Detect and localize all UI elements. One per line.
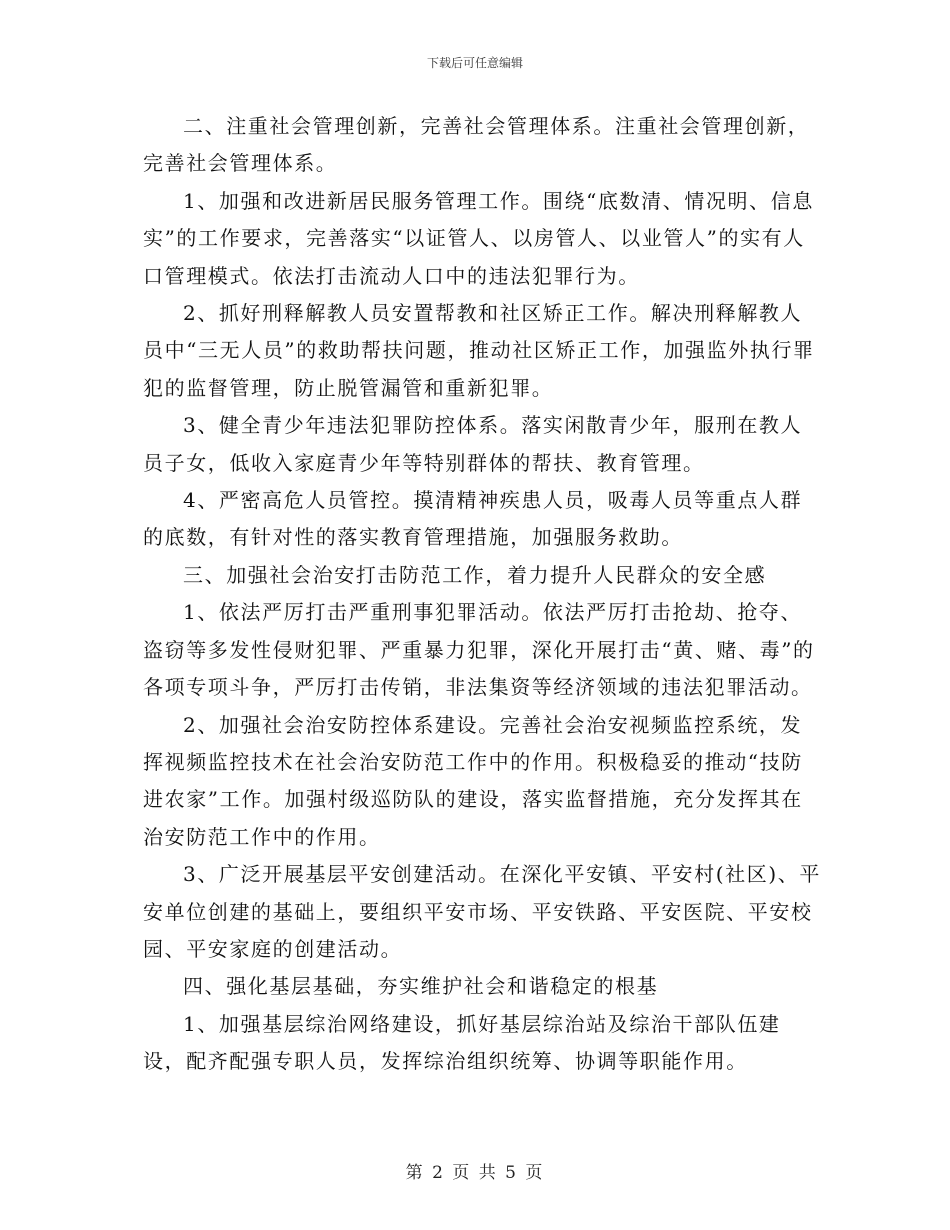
page-footer: 第 2 页 共 5 页 — [405, 1163, 545, 1183]
paragraph: 1、加强和改进新居民服务管理工作。围绕“底数清、情况明、信息实”的工作要求，完善落实“以证管人、以房管人、以业管人”的实有人口管理模式。依法打击流动人口中的违法犯罪行为。 — [143, 188, 814, 288]
paragraph: 3、健全青少年违法犯罪防控体系。落实闲散青少年，服刑在教人员子女，低收入家庭青少年等特别群体的帮扶、教育管理。 — [143, 413, 803, 475]
page-header: 下载后可任意编辑 — [426, 56, 523, 70]
paragraph: 1、依法严厉打击严重刑事犯罪活动。依法严厉打击抢劫、抢夺、盗窃等多发性侵财犯罪、严重暴力犯罪，深化开展打击“黄、赌、毒”的各项专项斗争，严厉打击传销，非法集资等经济领域的违法犯罪活动。 — [143, 600, 815, 700]
section-heading: 四、强化基层基础，夯实维护社会和谐稳定的根基 — [183, 974, 659, 999]
paragraph: 2、抓好刑释解教人员安置帮教和社区矫正工作。解决刑释解教人员中“三无人员”的救助帮扶问题，推动社区矫正工作，加强监外执行罪犯的监督管理，防止脱管漏管和重新犯罪。 — [143, 301, 815, 400]
paragraph: 3、广泛开展基层平安创建活动。在深化平安镇、平安村(社区)、平安单位创建的基础上，要组织平安市场、平安铁路、平安医院、平安校园、平安家庭的创建活动。 — [143, 862, 821, 961]
section-heading: 二、注重社会管理创新，完善社会管理体系。注重社会管理创新，完善社会管理体系。 — [143, 114, 810, 176]
paragraph: 4、严密高危人员管控。摸清精神疾患人员，吸毒人员等重点人群的底数，有针对性的落实教育管理措施，加强服务救助。 — [143, 488, 803, 550]
paragraph: 1、加强基层综治网络建设，抓好基层综治站及综治干部队伍建设，配齐配强专职人员，发挥综治组织统筹、协调等职能作用。 — [143, 1011, 781, 1074]
section-heading: 三、加强社会治安打击防范工作，着力提升人民群众的安全感 — [183, 562, 767, 587]
document-body — [143, 108, 823, 1081]
paragraph: 2、加强社会治安防控体系建设。完善社会治安视频监控系统，发挥视频监控技术在社会治安防范工作中的作用。积极稳妥的推动“技防进农家”工作。加强村级巡防队的建设，落实监督措施，充分发挥其在治安防范工作中的作用。 — [143, 712, 803, 849]
